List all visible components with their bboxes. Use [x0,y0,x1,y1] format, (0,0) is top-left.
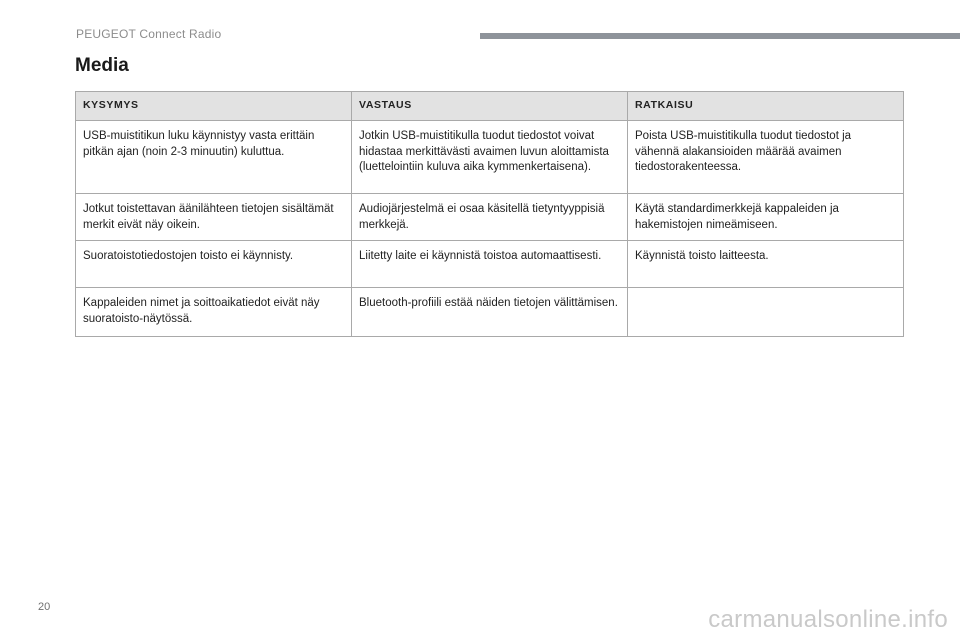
page-number: 20 [38,601,51,613]
header-accent-bar [480,33,960,39]
section-title: Media [75,55,129,76]
table-row [76,241,904,288]
answer-cell: Liitetty laite ei käynnistä toistoa automaattisesti. [352,241,628,288]
solution-cell: Käynnistä toisto laitteesta. [628,241,904,288]
solution-cell: Poista USB-muistitikulla tuodut tiedostot ja vähennä alakansioiden määrää avaimen tiedostorakenteessa. [628,121,904,194]
solution-cell [628,288,904,337]
running-header: PEUGEOT Connect Radio [76,27,222,41]
question-cell: Suoratoistotiedostojen toisto ei käynnisty. [76,241,352,288]
answer-cell: Audiojärjestelmä ei osaa käsitellä tietyntyyppisiä merkkejä. [352,194,628,241]
table-header-row [76,92,904,121]
question-cell: Jotkut toistettavan äänilähteen tietojen sisältämät merkit eivät näy oikein. [76,194,352,241]
column-header-answer: VASTAUS [352,92,628,121]
column-header-solution: RATKAISU [628,92,904,121]
question-cell: USB-muistitikun luku käynnistyy vasta erittäin pitkän ajan (noin 2-3 minuutin) kuluttua. [76,121,352,194]
column-header-question: KYSYMYS [76,92,352,121]
answer-cell: Jotkin USB-muistitikulla tuodut tiedostot voivat hidastaa merkittävästi avaimen luvun aloittamista (luettelointiin kuluva aika kymmenkertaisena). [352,121,628,194]
troubleshooting-table [75,91,904,337]
answer-cell: Bluetooth-profiili estää näiden tietojen välittämisen. [352,288,628,337]
table-row [76,121,904,194]
table-row [76,194,904,241]
site-watermark: carmanualsonline.info [708,606,948,633]
question-cell: Kappaleiden nimet ja soittoaikatiedot eivät näy suoratoisto-näytössä. [76,288,352,337]
solution-cell: Käytä standardimerkkejä kappaleiden ja hakemistojen nimeämiseen. [628,194,904,241]
table-row [76,288,904,337]
